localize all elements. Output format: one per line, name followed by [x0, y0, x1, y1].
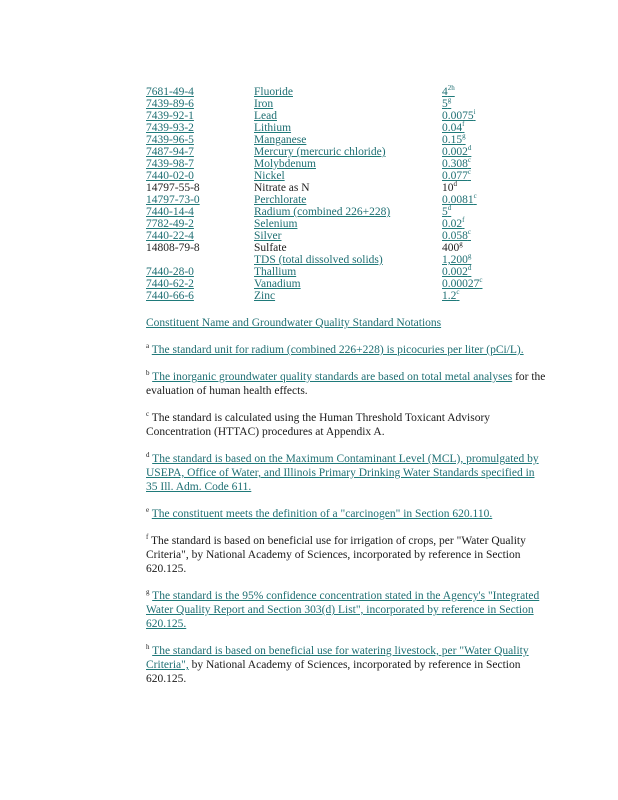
standard-value — [442, 110, 542, 122]
standard-value — [442, 218, 542, 230]
notation-text-plain: The standard is based on beneficial use for irrigation of crops, per "Water Quality Criteria", by National Academy of Sciences, incorporated by reference in Section 620.125. — [146, 535, 526, 575]
standard-value-number: 5 — [442, 98, 448, 110]
cas-number: 14797-55-8 — [146, 182, 200, 194]
standard-value-number: 0.02 — [442, 218, 463, 230]
standard-value-number: 10 — [442, 182, 454, 194]
notation-mark: c — [473, 192, 477, 201]
notations-section — [146, 316, 546, 686]
notation-text: The standard unit for radium (combined 226+228) is picocuries per liter (pCi/L). — [151, 344, 524, 356]
cas-number: 7439-92-1 — [146, 110, 194, 122]
standard-value-number: 0.077 — [442, 170, 468, 182]
standard-value — [442, 266, 542, 278]
constituent-name: Lead — [254, 110, 277, 122]
notation-mark: 2h — [447, 84, 455, 93]
notation-mark: h — [146, 643, 150, 652]
table-row — [146, 266, 542, 278]
constituent-name: Fluoride — [254, 86, 293, 98]
cas-number: 7440-28-0 — [146, 266, 194, 278]
table-row — [146, 110, 542, 122]
table-row — [146, 230, 542, 242]
constituent-name: Silver — [254, 230, 282, 242]
standard-value — [442, 146, 542, 158]
table-row — [146, 290, 542, 302]
constituent-name: Selenium — [254, 218, 298, 230]
standard-value-number: 0.00027 — [442, 278, 480, 290]
notation-mark: c — [467, 168, 471, 177]
standard-value — [442, 86, 542, 98]
notation-b — [146, 370, 546, 398]
notation-mark: b — [146, 369, 150, 378]
cas-number: 7440-22-4 — [146, 230, 194, 242]
constituent-name: Zinc — [254, 290, 276, 302]
notation-text: The standard is based on the Maximum Contaminant Level (MCL), promulgated by USEPA, Office of Water, and Illinois Primary Drinking Water Standards specified in 35 Ill. Adm. Code 611. — [146, 453, 539, 493]
notation-mark: g — [462, 132, 466, 141]
cas-number: 7439-93-2 — [146, 122, 194, 134]
notation-e — [146, 507, 546, 521]
notation-text: The constituent meets the definition of a "carcinogen" in Section 620.110. — [151, 508, 493, 520]
constituent-name: Vanadium — [254, 278, 301, 290]
notation-mark: f — [462, 216, 465, 225]
notation-mark: g — [459, 240, 463, 249]
constituent-name: Nickel — [254, 170, 285, 182]
notation-a — [146, 343, 546, 357]
constituent-name: Iron — [254, 98, 274, 110]
standard-value — [442, 158, 542, 170]
notation-mark: d — [447, 204, 452, 213]
standard-value-number: 400 — [442, 242, 460, 254]
standard-value-number: 1,200 — [442, 254, 468, 266]
table-row — [146, 134, 542, 146]
standard-value — [442, 122, 542, 134]
standard-value — [442, 98, 542, 110]
table-row — [146, 122, 542, 134]
cas-number: 7439-98-7 — [146, 158, 194, 170]
notation-mark: c — [467, 156, 471, 165]
cas-number — [146, 254, 254, 266]
notation-mark: d — [146, 451, 150, 460]
standard-value-number: 0.058 — [442, 230, 468, 242]
table-row — [146, 158, 542, 170]
notation-mark: i — [473, 108, 476, 117]
notation-text-plain: by National Academy of Sciences, incorporated by reference in Section 620.125. — [146, 659, 521, 685]
cas-number: 7782-49-2 — [146, 218, 194, 230]
notation-mark: c — [479, 276, 483, 285]
table-row — [146, 194, 542, 206]
table-row — [146, 86, 542, 98]
standard-value-number: 0.15 — [442, 134, 463, 146]
constituent-table — [146, 86, 542, 302]
standard-value-number: 0.308 — [442, 158, 468, 170]
cas-number: 7440-62-2 — [146, 278, 194, 290]
cas-number: 7681-49-4 — [146, 86, 194, 98]
notation-mark: g — [146, 588, 150, 597]
notations-heading: Constituent Name and Groundwater Quality Standard Notations — [146, 317, 442, 329]
constituent-name: Radium (combined 226+228) — [254, 206, 391, 218]
table-row — [146, 170, 542, 182]
notation-text-plain: The standard is calculated using the Human Threshold Toxicant Advisory Concentration (HTTAC) procedures at Appendix A. — [146, 412, 491, 438]
notation-mark: d — [467, 144, 472, 153]
standard-value-number: 5 — [442, 206, 448, 218]
constituent-name: Nitrate as N — [254, 182, 310, 194]
notation-mark: c — [467, 228, 471, 237]
notation-mark: g — [467, 252, 472, 261]
constituent-name: TDS (total dissolved solids) — [254, 254, 383, 266]
standard-value — [442, 194, 542, 206]
standard-value — [442, 206, 542, 218]
cas-number: 7439-96-5 — [146, 134, 194, 146]
cas-number: 7440-66-6 — [146, 290, 194, 302]
notation-c — [146, 411, 546, 439]
standard-value — [442, 170, 542, 182]
standard-value-number: 0.002 — [442, 266, 468, 278]
table-row — [146, 254, 542, 266]
cas-number: 14808-79-8 — [146, 242, 200, 254]
notation-mark: d — [453, 180, 457, 189]
standard-value — [442, 242, 542, 254]
constituent-name: Manganese — [254, 134, 307, 146]
standard-value — [442, 134, 542, 146]
cas-number: 14797-73-0 — [146, 194, 200, 206]
table-row — [146, 206, 542, 218]
notation-d — [146, 452, 546, 494]
notation-mark: a — [146, 342, 150, 351]
notation-text: The inorganic groundwater quality standards are based on total metal analyses — [152, 371, 513, 383]
table-row — [146, 146, 542, 158]
cas-number: 7440-02-0 — [146, 170, 194, 182]
cas-number: 7439-89-6 — [146, 98, 194, 110]
notation-mark: d — [467, 264, 472, 273]
notation-mark: f — [146, 533, 149, 542]
standard-value-number: 0.002 — [442, 146, 468, 158]
standard-value — [442, 230, 542, 242]
standard-value — [442, 182, 542, 194]
notation-h — [146, 644, 546, 686]
constituent-name: Perchlorate — [254, 194, 307, 206]
notation-mark: f — [462, 120, 465, 129]
table-row — [146, 278, 542, 290]
constituent-name: Molybdenum — [254, 158, 316, 170]
notation-text: The standard is based on beneficial use for watering livestock, per "Water Quality Criteria", — [146, 645, 529, 671]
notation-text-plain: for the evaluation of human health effects. — [146, 371, 546, 397]
notation-mark: e — [146, 506, 150, 515]
cas-number: 7487-94-7 — [146, 146, 194, 158]
constituent-name: Mercury (mercuric chloride) — [254, 146, 386, 158]
constituent-name: Lithium — [254, 122, 292, 134]
table-row — [146, 182, 542, 194]
notation-mark: g — [447, 96, 452, 105]
document-page — [146, 86, 546, 699]
constituent-name: Thallium — [254, 266, 297, 278]
notation-mark: c — [456, 288, 460, 297]
standard-value — [442, 290, 542, 302]
standard-value — [442, 254, 542, 266]
standard-value-number: 4 — [442, 86, 448, 98]
standard-value-number: 0.0075 — [442, 110, 474, 122]
table-row — [146, 242, 542, 254]
standard-value-number: 1.2 — [442, 290, 457, 302]
constituent-name: Sulfate — [254, 242, 287, 254]
notation-g — [146, 589, 546, 631]
notation-f — [146, 534, 546, 576]
notation-mark: c — [146, 410, 150, 419]
standard-value-number: 0.04 — [442, 122, 463, 134]
standard-value-number: 0.0081 — [442, 194, 474, 206]
cas-number: 7440-14-4 — [146, 206, 194, 218]
table-row — [146, 218, 542, 230]
notation-text: The standard is the 95% confidence concentration stated in the Agency's "Integrated Water Quality Report and Section 303(d) List", incorporated by reference in Section 620.125. — [146, 590, 540, 630]
table-row — [146, 98, 542, 110]
